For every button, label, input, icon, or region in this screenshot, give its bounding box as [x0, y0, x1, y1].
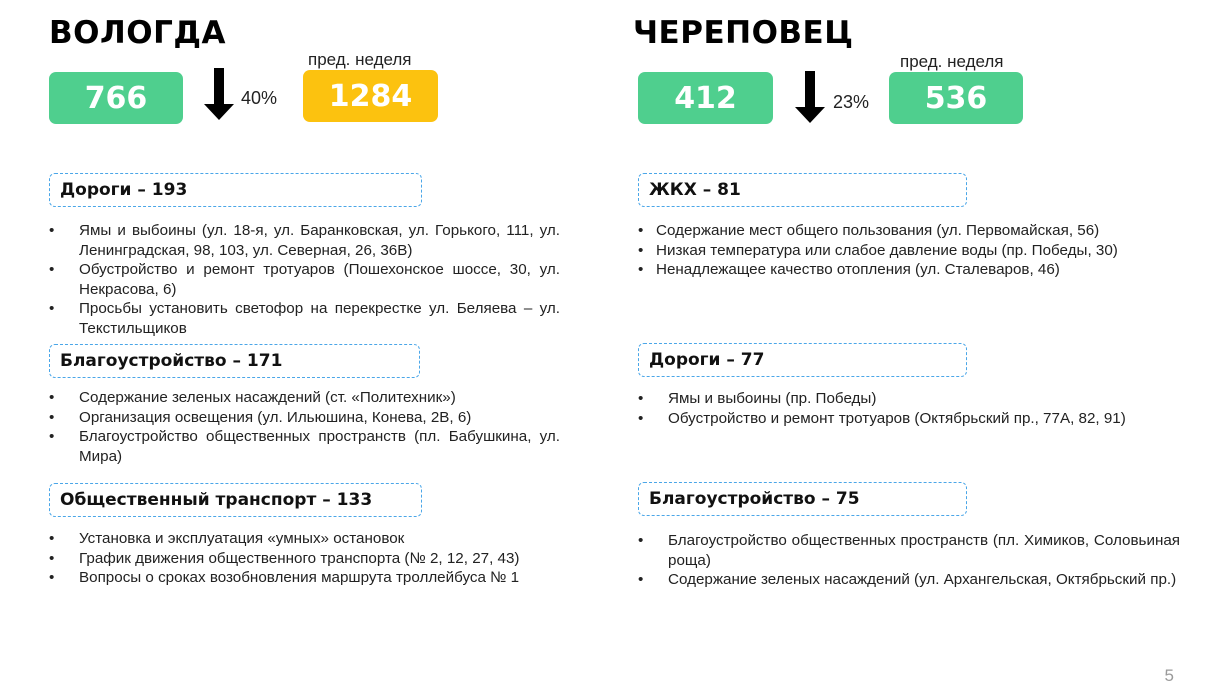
list-item: • Организация освещения (ул. Ильюшина, Конева, 2В, 6): [49, 408, 560, 428]
city-title-vologda: ВОЛОГДА: [49, 15, 226, 51]
category-list: [49, 529, 560, 588]
list-item: • Установка и эксплуатация «умных» остановок: [49, 529, 560, 549]
list-item: • Благоустройство общественных пространств (пл. Химиков, Соловьиная роща): [638, 531, 1180, 570]
page-number: 5: [1164, 666, 1174, 685]
list-item: • Благоустройство общественных пространств (пл. Бабушкина, ул. Мира): [49, 427, 560, 466]
prev-week-count-cherepovets: 536: [889, 72, 1023, 124]
category-header: Дороги – 77: [638, 343, 967, 377]
list-item: • Просьбы установить светофор на перекрестке ул. Беляева – ул. Текстильщиков: [49, 299, 560, 338]
change-percent-vologda: 40%: [241, 88, 278, 108]
category-header: Общественный транспорт – 133: [49, 483, 422, 517]
city-title-cherepovets: ЧЕРЕПОВЕЦ: [633, 15, 854, 51]
category-list: [638, 389, 1180, 428]
current-count-cherepovets: 412: [638, 72, 773, 124]
category-list: [638, 221, 1180, 280]
list-item: • Содержание мест общего пользования (ул. Первомайская, 56): [638, 221, 1180, 241]
category-header: Благоустройство – 171: [49, 344, 420, 378]
category-list: [638, 531, 1180, 590]
prev-week-label-vologda: пред. неделя: [308, 50, 412, 69]
category-list: [49, 221, 560, 338]
list-item: • Обустройство и ремонт тротуаров (Пошехонское шоссе, 30, ул. Некрасова, 6): [49, 260, 560, 299]
list-item: • Вопросы о сроках возобновления маршрута троллейбуса № 1: [49, 568, 560, 588]
category-header: Благоустройство – 75: [638, 482, 967, 516]
change-percent-cherepovets: 23%: [833, 92, 870, 112]
list-item: • Содержание зеленых насаждений (ул. Архангельская, Октябрьский пр.): [638, 570, 1180, 590]
prev-week-label-cherepovets: пред. неделя: [900, 52, 1004, 71]
list-item: • Ненадлежащее качество отопления (ул. Сталеваров, 46): [638, 260, 1180, 280]
prev-week-count-vologda: 1284: [303, 70, 438, 122]
arrow-down-icon: [795, 71, 825, 125]
list-item: • Ямы и выбоины (ул. 18-я, ул. Баранковская, ул. Горького, 111, ул. Ленинградская, 98, 103, ул. Северная, 26, 36В): [49, 221, 560, 260]
category-list: [49, 388, 560, 466]
list-item: • Ямы и выбоины (пр. Победы): [638, 389, 1180, 409]
list-item: • Содержание зеленых насаждений (ст. «Политехник»): [49, 388, 560, 408]
arrow-down-icon: [204, 68, 234, 122]
list-item: • Обустройство и ремонт тротуаров (Октябрьский пр., 77А, 82, 91): [638, 409, 1180, 429]
category-header: ЖКХ – 81: [638, 173, 967, 207]
category-header: Дороги – 193: [49, 173, 422, 207]
list-item: • Низкая температура или слабое давление воды (пр. Победы, 30): [638, 241, 1180, 261]
current-count-vologda: 766: [49, 72, 183, 124]
list-item: • График движения общественного транспорта (№ 2, 12, 27, 43): [49, 549, 560, 569]
